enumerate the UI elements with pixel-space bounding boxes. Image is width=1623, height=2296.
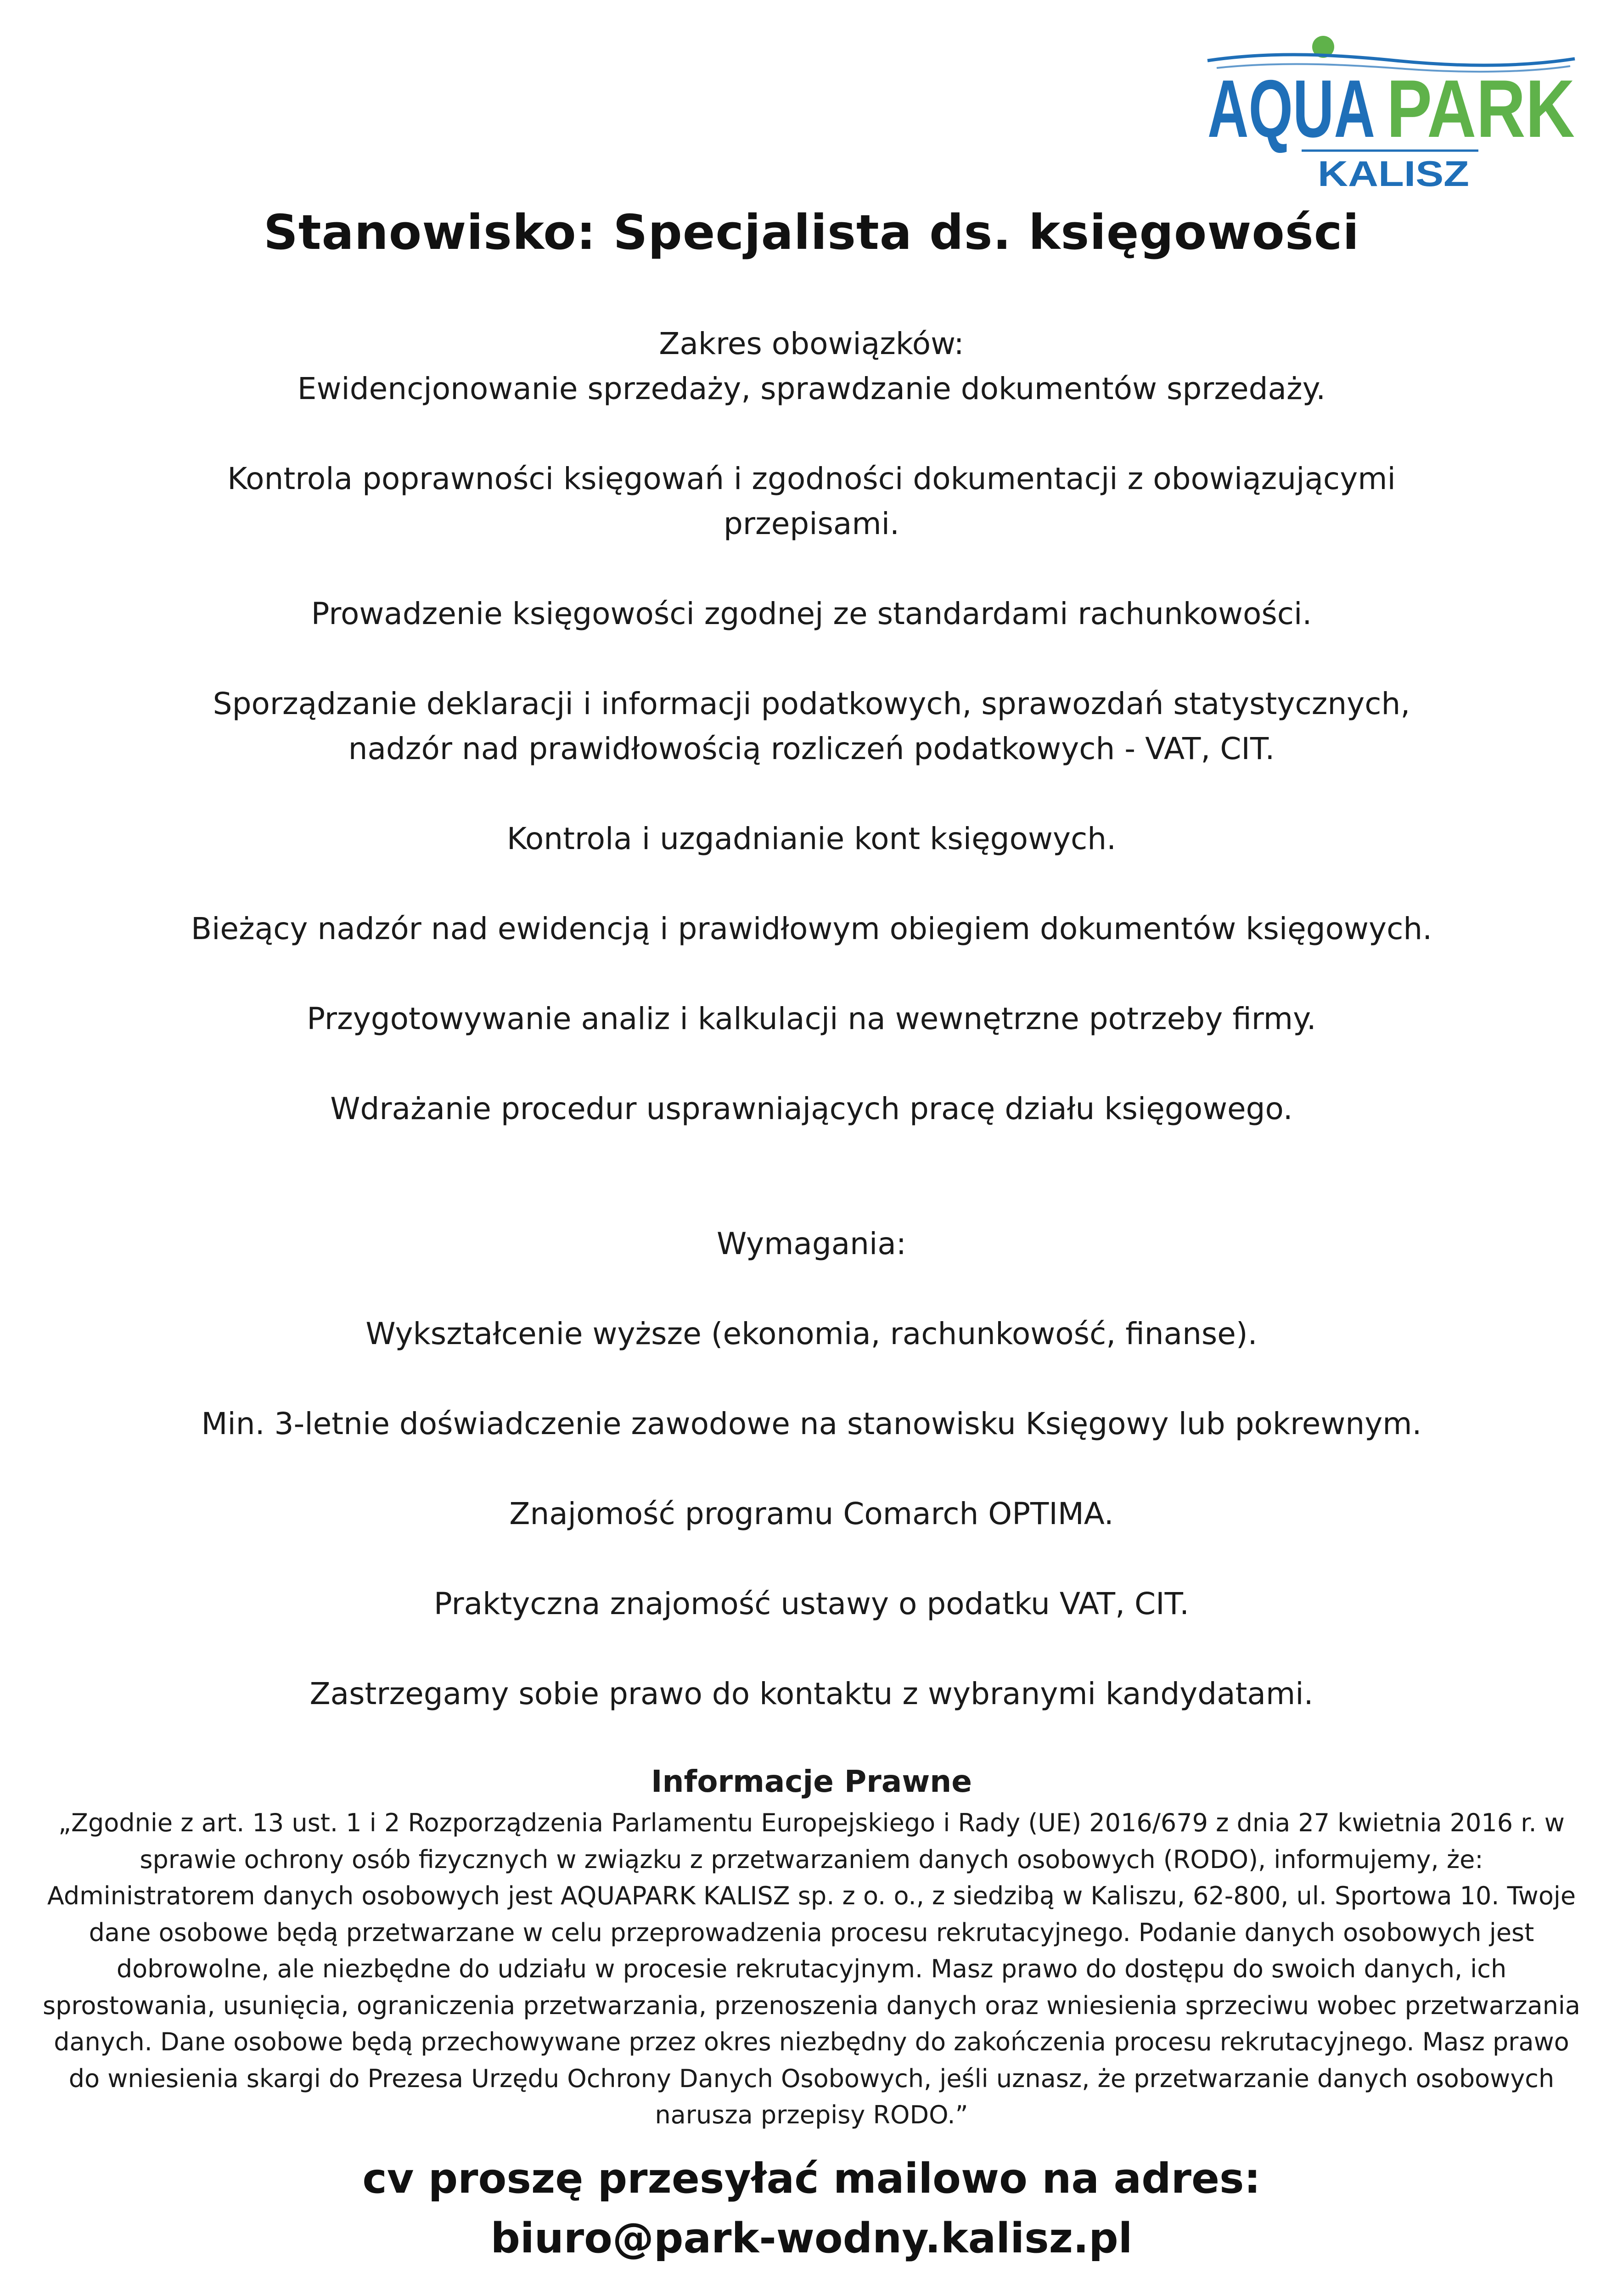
duties-section xyxy=(138,321,1485,1131)
duties-heading: Zakres obowiązków: xyxy=(659,326,964,361)
legal-line: Administratorem danych osobowych jest AQUAPARK KALISZ sp. z o. o., z siedzibą w Kaliszu, 62-800, ul. Sportowa 10. Twoje xyxy=(47,1881,1576,1910)
legal-title: Informacje Prawne xyxy=(651,1764,972,1799)
contact-email[interactable]: biuro@park-wodny.kalisz.pl xyxy=(490,2214,1133,2262)
page-title: Stanowisko: Specjalista ds. księgowości xyxy=(263,204,1360,260)
requirement-item: Min. 3-letnie doświadczenie zawodowe na stanowisku Księgowy lub pokrewnym. xyxy=(201,1406,1422,1441)
requirements-section xyxy=(138,1221,1485,1716)
duty-item: nadzór nad prawidłowością rozliczeń podatkowych - VAT, CIT. xyxy=(348,731,1275,766)
legal-line: dane osobowe będą przetwarzane w celu przeprowadzenia procesu rekrutacyjnego. Podanie danych osobowych jest xyxy=(89,1918,1534,1947)
legal-text xyxy=(28,1805,1595,2133)
duty-item: Sporządzanie deklaracji i informacji podatkowych, sprawozdań statystycznych, xyxy=(213,686,1410,721)
duty-item: Prowadzenie księgowości zgodnej ze standardami rachunkowości. xyxy=(311,596,1312,631)
legal-section xyxy=(28,1759,1595,2133)
duty-item: Wdrażanie procedur usprawniających pracę działu księgowego. xyxy=(330,1091,1293,1126)
logo-word-aqua: AQUA xyxy=(1207,63,1375,154)
legal-line: dobrowolne, ale niezbędne do udziału w procesie rekrutacyjnym. Masz prawo do dostępu do swoich danych, ich xyxy=(116,1954,1507,1983)
requirement-item: Wykształcenie wyższe (ekonomia, rachunkowość, finanse). xyxy=(365,1316,1258,1351)
legal-line: sprawie ochrony osób fizycznych w związku z przetwarzaniem danych osobowych (RODO), informujemy, że: xyxy=(140,1845,1483,1874)
logo-word-kalisz: KALISZ xyxy=(1318,153,1469,194)
duty-item: Kontrola i uzgadnianie kont księgowych. xyxy=(506,821,1117,856)
contact-section xyxy=(0,2149,1623,2268)
logo-word-park: PARK xyxy=(1387,63,1575,154)
requirement-item: Praktyczna znajomość ustawy o podatku VAT, CIT. xyxy=(433,1586,1190,1621)
duty-item: Ewidencjonowanie sprzedaży, sprawdzanie dokumentów sprzedaży. xyxy=(297,371,1326,406)
legal-line: sprostowania, usunięcia, ograniczenia przetwarzania, przenoszenia danych oraz wniesienia sprzeciwu wobec przetwarzania xyxy=(42,1991,1581,2020)
contact-instruction: cv proszę przesyłać mailowo na adres: xyxy=(362,2155,1261,2203)
legal-line: narusza przepisy RODO.” xyxy=(655,2100,968,2129)
duty-item: Przygotowywanie analiz i kalkulacji na wewnętrzne potrzeby firmy. xyxy=(307,1001,1316,1036)
duty-item: Bieżący nadzór nad ewidencją i prawidłowym obiegiem dokumentów księgowych. xyxy=(191,911,1432,946)
legal-line: do wniesienia skargi do Prezesa Urzędu Ochrony Danych Osobowych, jeśli uznasz, że przetwarzanie danych osobowych xyxy=(68,2064,1555,2093)
requirement-item: Zastrzegamy sobie prawo do kontaktu z wybranymi kandydatami. xyxy=(309,1676,1314,1711)
duty-item: Kontrola poprawności księgowań i zgodności dokumentacji z obowiązującymi xyxy=(227,461,1396,496)
requirements-heading: Wymagania: xyxy=(716,1226,907,1261)
aquapark-logo-graphic xyxy=(1203,32,1579,197)
duty-item: przepisami. xyxy=(724,506,899,541)
legal-line: danych. Dane osobowe będą przechowywane przez okres niezbędny do zakończenia procesu rekrutacyjnego. Masz prawo xyxy=(54,2027,1569,2056)
requirement-item: Znajomość programu Comarch OPTIMA. xyxy=(509,1496,1114,1531)
aquapark-logo xyxy=(1203,32,1579,197)
legal-line: „Zgodnie z art. 13 ust. 1 i 2 Rozporządzenia Parlamentu Europejskiego i Rady (UE) 2016/679 z dnia 27 kwietnia 2016 r. w xyxy=(58,1808,1565,1837)
